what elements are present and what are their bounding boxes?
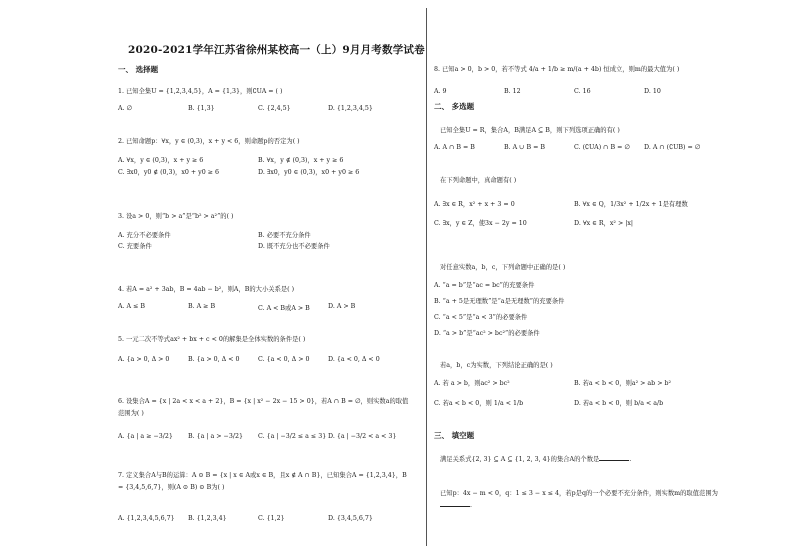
question-6: 6. 设集合A = {x | 2a < x < a + 2}，B = {x | x² − 2x − 15 > 0}，若A ∩ B = ∅，则实数a的取值范围为( ) <box>118 398 409 417</box>
column-divider <box>426 8 427 546</box>
q6-option-a: A. {a | a ≥ −3/2} <box>118 433 173 440</box>
section-choice-title: 一、 选择题 <box>118 65 159 74</box>
q14-end: . <box>470 502 473 509</box>
question-11: 对任意实数a，b，c，下列命题中正确的是( ) <box>440 264 566 271</box>
q3-option-c: C. 充要条件 <box>118 243 152 250</box>
q8-option-d: D. 10 <box>644 88 661 95</box>
q7-option-a: A. {1,2,3,4,5,6,7} <box>118 515 175 522</box>
q13-stem: 满足关系式{2, 3} ⊆ A ⊆ {1, 2, 3, 4}的集合A的个数是 <box>440 456 600 463</box>
section-fill-title: 三、 填空题 <box>434 431 475 440</box>
question-4: 4. 若A = a² + 3ab，B = 4ab − b²，则A，B的大小关系是( ) <box>118 286 295 293</box>
q10-option-c: C. ∃x，y ∈ Z，使3x − 2y = 10 <box>434 220 527 227</box>
q11-option-a: A. “a = b”是“ac = bc”的充要条件 <box>434 282 535 289</box>
q6-option-d: D. {a | −3/2 < a < 3} <box>328 433 397 440</box>
q11-option-b: B. “a + 5是无理数”是“a是无理数”的充要条件 <box>434 298 565 305</box>
q2-option-b: B. ∀x，y ∉ (0,3)，x + y ≥ 6 <box>258 157 344 164</box>
q4-option-c: C. A < B或A > B <box>258 305 310 312</box>
q9-option-d: D. A ∩ (∁UB) = ∅ <box>644 144 701 151</box>
q9-option-a: A. A ∩ B = B <box>434 144 475 151</box>
q11-option-d: D. “a > b”是“ac² > bc²”的必要条件 <box>434 330 540 337</box>
question-9: 已知全集U = R，集合A，B满足A ⊆ B，则下列选项正确的有( ) <box>440 127 620 134</box>
q13-answer-blank[interactable] <box>599 454 632 463</box>
q4-option-d: D. A > B <box>328 303 356 310</box>
q4-option-a: A. A ≤ B <box>118 303 146 310</box>
question-10: 在下列命题中，真命题有( ) <box>440 177 517 184</box>
q10-option-d: D. ∀x ∈ R，x² > |x| <box>574 220 634 227</box>
q7-option-b: B. {1,2,3,4} <box>188 515 227 522</box>
q5-option-c: C. {a < 0, Δ > 0 <box>258 356 310 363</box>
q7-option-d: D. {3,4,5,6,7} <box>328 515 373 522</box>
q13-end: . <box>629 456 632 463</box>
q7-option-c: C. {1,2} <box>258 515 285 522</box>
q1-option-b: B. {1,3} <box>188 105 215 112</box>
q2-option-d: D. ∃x0，y0 ∈ (0,3)，x0 + y0 ≥ 6 <box>258 169 360 176</box>
q3-option-b: B. 必要不充分条件 <box>258 232 311 239</box>
q1-option-d: D. {1,2,3,4,5} <box>328 105 373 112</box>
section-multi-title: 二、 多选题 <box>434 102 475 111</box>
q9-option-b: B. A ∪ B = B <box>504 144 545 151</box>
q6-option-b: B. {a | a > −3/2} <box>188 433 243 440</box>
q5-option-b: B. {a > 0, Δ < 0 <box>188 356 240 363</box>
q12-option-d: D. 若a < b < 0，则 b/a < a/b <box>574 400 664 407</box>
q8-option-b: B. 12 <box>504 88 521 95</box>
q12-option-b: B. 若a < b < 0，则a² > ab > b² <box>574 380 672 387</box>
right-column <box>434 0 734 560</box>
q8-option-c: C. 16 <box>574 88 591 95</box>
question-2: 2. 已知命题p：∀x，y ∈ (0,3)，x + y < 6，则命题p的否定为( ) <box>118 138 300 145</box>
q1-option-a: A. ∅ <box>118 105 133 112</box>
q2-option-a: A. ∀x，y ∈ (0,3)，x + y ≥ 6 <box>118 157 204 164</box>
q14-stem: 已知p：4x − m < 0，q：1 ≤ 3 − x ≤ 4，若p是q的一个必要不充分条件，则实数m的取值范围为 <box>440 490 718 497</box>
q10-option-a: A. ∃x ∈ R，x² + x + 3 = 0 <box>434 201 515 208</box>
exam-title: 2020-2021学年江苏省徐州某校高一（上）9月月考数学试卷 <box>128 44 425 56</box>
question-13 <box>440 454 631 466</box>
q3-option-a: A. 充分不必要条件 <box>118 232 171 239</box>
q14-answer-blank[interactable] <box>440 500 473 509</box>
q3-option-d: D. 既不充分也不必要条件 <box>258 243 330 250</box>
q12-option-a: A. 若 a > b，则ac² > bc² <box>434 380 510 387</box>
q5-option-a: A. {a > 0, Δ > 0 <box>118 356 170 363</box>
q2-option-c: C. ∃x0，y0 ∉ (0,3)，x0 + y0 ≥ 6 <box>118 169 220 176</box>
question-14 <box>440 488 726 512</box>
q1-option-c: C. {2,4,5} <box>258 105 291 112</box>
q12-option-c: C. 若a < b < 0，则 1/a < 1/b <box>434 400 524 407</box>
q8-option-a: A. 9 <box>434 88 447 95</box>
question-12: 若a，b，c为实数，下列结论正确的是( ) <box>440 362 553 369</box>
q6-option-c: C. {a | −3/2 ≤ a ≤ 3} <box>258 433 327 440</box>
question-7: 7. 定义集合A与B的运算：A ⊙ B = {x | x ∈ A或x ∈ B，且x ∉ A ∩ B}，已知集合A = {1,2,3,4}，B = {3,4,5,6,7}，则(A ⊙ B) ⊙ B为( ) <box>118 472 407 491</box>
question-5: 5. 一元二次不等式ax² + bx + c < 0的解集是全体实数的条件是( ) <box>118 336 306 343</box>
q9-option-c: C. (∁UA) ∩ B = ∅ <box>574 144 630 151</box>
q4-option-b: B. A ≥ B <box>188 303 216 310</box>
question-8: 8. 已知a > 0，b > 0，若不等式 4/a + 1/b ≥ m/(a + 4b) 恒成立，则m的最大值为( ) <box>434 66 680 73</box>
question-1: 1. 已知全集U = {1,2,3,4,5}，A = {1,3}，则∁UA = ( ) <box>118 88 283 95</box>
q5-option-d: D. {a < 0, Δ < 0 <box>328 356 380 363</box>
q10-option-b: B. ∀x ∈ Q，1/3x² + 1/2x + 1是有理数 <box>574 201 688 208</box>
left-column <box>118 0 418 560</box>
q11-option-c: C. “a < 5”是“a < 3”的必要条件 <box>434 314 528 321</box>
question-3: 3. 设a > 0，则“b > a”是“b² > a²”的( ) <box>118 213 234 220</box>
